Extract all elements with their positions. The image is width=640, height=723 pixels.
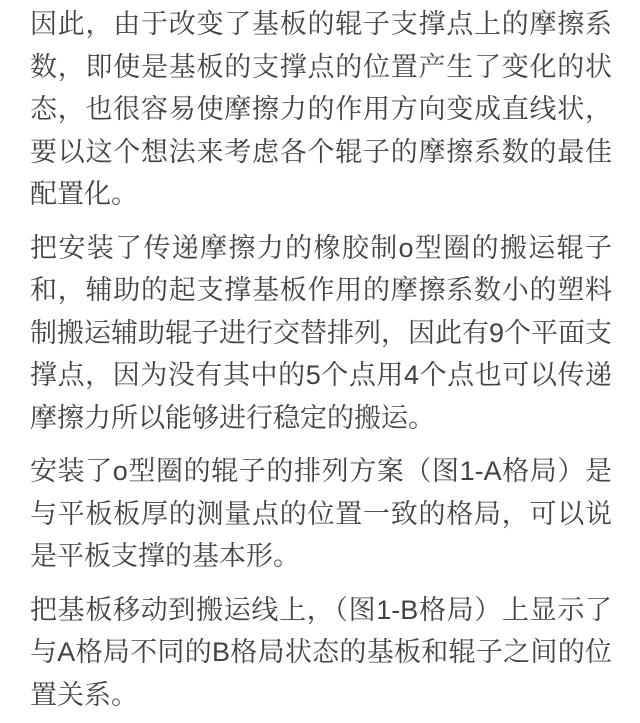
paragraph-friction-coefficient: 因此，由于改变了基板的辊子支撑点上的摩擦系数，即使是基板的支撑点的位置产生了变化的状态，也很容易使摩擦力的作用方向变成直线状，要以这个想法来考虑各个辊子的摩擦系数的最佳配置化。 — [30, 9, 612, 209]
paragraph-roller-arrangement: 把安装了传递摩擦力的橡胶制o型圈的搬运辊子和，辅助的起支撑基板作用的摩擦系数小的塑料制搬运辅助辊子进行交替排列，因此有9个平面支撑点，因为没有其中的5个点用4个点也可以传递摩擦力所以能够进行稳定的搬运。 — [30, 232, 613, 433]
paragraph-layout-b: 把基板移动到搬运线上，（图1-B格局）上显示了与A格局不同的B格局状态的基板和辊子之间的位置关系。 — [30, 594, 612, 710]
paragraph-layout-a: 安装了o型圈的辊子的排列方案（图1-A格局）是与平板板厚的测量点的位置一致的格局，可以说是平板支撑的基本形。 — [30, 456, 612, 571]
